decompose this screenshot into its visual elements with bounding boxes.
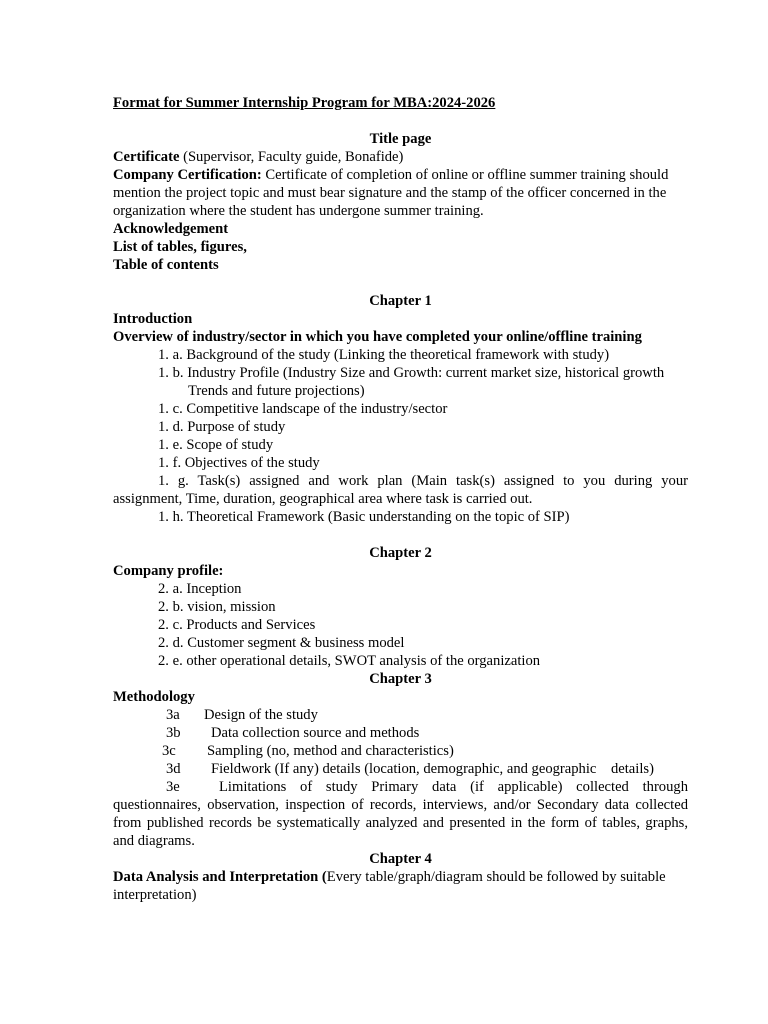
list-item: 1. d. Purpose of study [158, 419, 286, 435]
spacer [113, 112, 688, 130]
item-label: 3e [166, 779, 180, 795]
analysis-label: Data Analysis and Interpretation ( [113, 869, 327, 885]
list-item: 1. b. Industry Profile (Industry Size and Growth: current market size, historical growth [158, 365, 665, 381]
company-certification-paragraph [113, 166, 688, 220]
list-of-tables-heading: List of tables, figures, [113, 239, 247, 255]
list-item: 1. f. Objectives of the study [158, 455, 320, 471]
list-item: 2. e. other operational details, SWOT analysis of the organization [158, 653, 541, 669]
list-item [113, 760, 688, 778]
list-item: 2. b. vision, mission [158, 599, 276, 615]
spacer [113, 274, 688, 292]
overview-heading: Overview of industry/sector in which you have completed your online/offline training [113, 329, 642, 345]
list-item: 2. c. Products and Services [158, 617, 316, 633]
list-item: 1. c. Competitive landscape of the industry/sector [158, 401, 448, 417]
list-item: 2. a. Inception [158, 581, 242, 597]
list-item-3e [113, 778, 688, 850]
list-item [113, 724, 688, 742]
methodology-heading: Methodology [113, 689, 195, 705]
document-page [113, 94, 688, 904]
introduction-heading: Introduction [113, 311, 193, 327]
list-item: 1. e. Scope of study [158, 437, 274, 453]
list-item [113, 706, 688, 724]
title-page-heading: Title page [369, 131, 432, 147]
certificate-label: Certificate [113, 149, 180, 165]
analysis-paragraph [113, 868, 688, 904]
list-item: 1. g. Task(s) assigned and work plan (Main task(s) assigned to you during your assignment, Time, duration, geographical area where task is carried out. [113, 473, 688, 507]
item-label: 3d [166, 761, 181, 777]
certificate-text: (Supervisor, Faculty guide, Bonafide) [179, 149, 404, 165]
company-profile-heading: Company profile: [113, 563, 224, 579]
chapter4-heading: Chapter 4 [369, 851, 432, 867]
list-item [113, 742, 688, 760]
item-label: 3c [162, 743, 176, 759]
item-text: Data collection source and methods [211, 725, 420, 741]
item-text: Limitations of study Primary data (if applicable) collected through questionnaires, observation, inspection of records, interviews, and/or Secondary data collected from published records be systematically analyzed and presented in the form of tables, graphs, and diagrams. [113, 779, 688, 849]
list-item: 2. d. Customer segment & business model [158, 635, 405, 651]
chapter3-heading: Chapter 3 [369, 671, 432, 687]
chapter2-heading: Chapter 2 [369, 545, 432, 561]
certificate-line [113, 148, 688, 166]
company-cert-label: Company Certification: [113, 167, 262, 183]
analysis-text: Every table/graph/diagram should be followed by suitable interpretation) [113, 869, 666, 903]
list-item: 1. h. Theoretical Framework (Basic understanding on the topic of SIP) [158, 509, 570, 525]
spacer [113, 526, 688, 544]
item-label: 3b [166, 725, 181, 741]
list-item: 1. a. Background of the study (Linking the theoretical framework with study) [158, 347, 610, 363]
list-item-continuation: Trends and future projections) [188, 383, 365, 399]
item-text: Sampling (no, method and characteristics) [207, 743, 454, 759]
item-text: Fieldwork (If any) details (location, demographic, and geographic details) [211, 761, 654, 777]
document-title: Format for Summer Internship Program for MBA:2024-2026 [113, 95, 496, 111]
company-cert-text: Certificate of completion of online or offline summer training should mention the project topic and must bear signature and the stamp of the officer concerned in the organization where the student has undergone summer training. [113, 167, 669, 219]
table-of-contents-heading: Table of contents [113, 257, 219, 273]
item-label: 3a [166, 707, 180, 723]
chapter1-heading: Chapter 1 [369, 293, 432, 309]
acknowledgement-heading: Acknowledgement [113, 221, 229, 237]
item-text: Design of the study [204, 707, 318, 723]
